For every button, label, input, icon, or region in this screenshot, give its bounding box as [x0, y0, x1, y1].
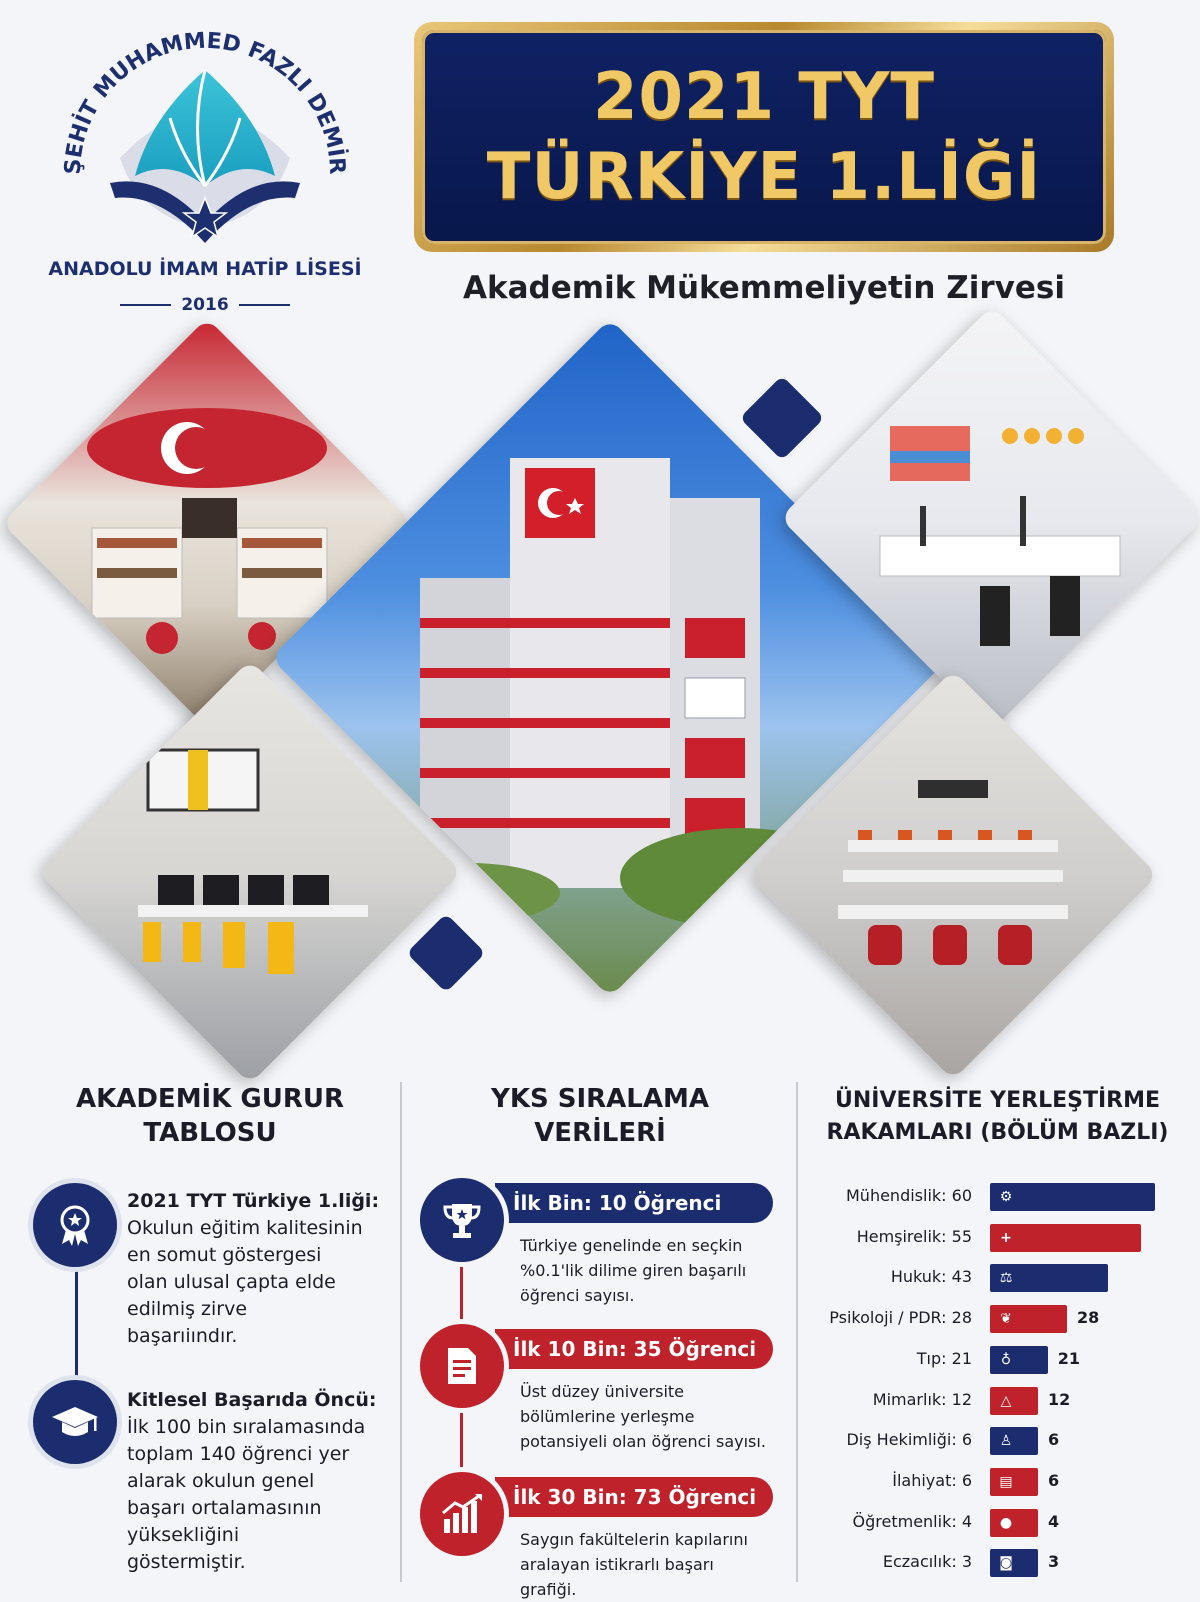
gurur-item-2 [127, 1387, 397, 1576]
gurur-item-2-line: toplam 140 öğrenci yer [127, 1443, 350, 1465]
gurur-title: AKADEMİK GURUR TABLOSU [75, 1084, 345, 1148]
bar-value-label: 6 [1048, 1470, 1060, 1490]
bar-category-label: Diş Hekimliği: 6 [846, 1430, 972, 1450]
gurur-item-2-line: başarı ortalamasının [127, 1497, 322, 1519]
bar-row [800, 1549, 1200, 1579]
bar-value-label: 3 [1048, 1552, 1060, 1572]
bar [990, 1549, 1038, 1577]
logo-arc-text: ŞEHİT MUHAMMED FAZLI DEMİR [60, 28, 350, 176]
yks-desc-1: Türkiye genelinde en seçkin %0.1'lik dilime giren başarılı öğrenci sayısı. [520, 1236, 747, 1305]
bar [990, 1224, 1141, 1252]
logo-year-row [120, 292, 290, 318]
bar-category-label: Mühendislik: 60 [846, 1186, 972, 1205]
gurur-item-2-heading: Kitlesel Başarıda Öncü: [127, 1389, 377, 1411]
bar-row [800, 1509, 1200, 1539]
gurur-item-1 [127, 1188, 397, 1350]
logo-year: 2016 [181, 295, 229, 315]
tagline: Akademik Mükemmeliyetin Zirvesi [463, 270, 1065, 306]
banner-title-line2: TÜRKİYE 1.LİĞİ [486, 140, 1042, 214]
column-divider-2 [796, 1082, 798, 1582]
bar [990, 1509, 1038, 1537]
bar-row [800, 1183, 1200, 1213]
document-icon [420, 1324, 504, 1408]
yks-pill-3: İlk 30 Bin: 73 Öğrenci [495, 1477, 773, 1517]
bar [990, 1427, 1038, 1455]
bar-row [800, 1468, 1200, 1498]
gurur-item-2-line: yüksekliğini [127, 1524, 240, 1546]
yks-pill-1: İlk Bin: 10 Öğrenci [495, 1183, 773, 1223]
growth-chart-icon [420, 1472, 504, 1556]
banner-title-line1: 2021 TYT [592, 60, 936, 134]
gurur-item-2-line: göstermiştir. [127, 1551, 246, 1573]
gurur-item-1-heading: 2021 TYT Türkiye 1.liği: [127, 1190, 380, 1212]
tooth-icon: ♙ [999, 1433, 1013, 1450]
bar-row [800, 1346, 1200, 1376]
bar-value-label: 4 [1048, 1511, 1060, 1531]
gurur-item-2-line: İlk 100 bin sıralamasında [127, 1416, 366, 1438]
award-ribbon-icon [33, 1183, 117, 1267]
compass-icon: △ [1000, 1392, 1012, 1409]
gurur-item-1-line: olan ulusal çapta elde [127, 1271, 336, 1293]
bar-value-label: 12 [1048, 1389, 1071, 1409]
gurur-item-2-line: alarak okulun genel [127, 1470, 315, 1492]
gavel-icon: ⚖ [999, 1270, 1013, 1287]
medical-cross-icon: + [1000, 1229, 1012, 1246]
uni-title: ÜNİVERSİTE YERLEŞTİRME RAKAMLARI (BÖLÜM BAZLI) [826, 1088, 1169, 1145]
bar-category-label: Eczacılık: 3 [882, 1552, 972, 1572]
bar-row [800, 1264, 1200, 1294]
bar-row [800, 1427, 1200, 1457]
title-banner [414, 22, 1114, 252]
bar [990, 1387, 1038, 1415]
gurur-item-1-line: başarıiındır. [127, 1325, 238, 1347]
brain-icon: ❦ [1000, 1311, 1012, 1328]
bar-category-label: Öğretmenlik: 4 [852, 1511, 972, 1531]
yks-desc-2: Üst düzey üniversite bölümlerine yerleşme potansiyeli olan öğrenci sayısı. [520, 1382, 766, 1451]
decor-square-bottom [406, 913, 485, 992]
graduation-cap-icon [33, 1380, 117, 1464]
yks-desc-3: Saygın fakültelerin kapılarını aralayan istikrarlı başarı grafiği. [520, 1530, 748, 1599]
bar [990, 1346, 1048, 1374]
logo-subtitle: ANADOLU İMAM HATİP LİSESİ [48, 258, 362, 280]
bar-value-label: 21 [1057, 1348, 1081, 1368]
gurur-item-1-line: edilmiş zirve [127, 1298, 248, 1320]
yks-title: YKS SIRALAMA VERİLERİ [491, 1084, 709, 1148]
gurur-item-1-line: en somut göstergesi [127, 1244, 322, 1266]
bar-value-label: 6 [1048, 1430, 1060, 1450]
medicine-icon: ◙ [999, 1555, 1013, 1572]
column-divider-1 [400, 1082, 402, 1582]
trophy-icon [420, 1178, 504, 1262]
book-icon: ▤ [999, 1473, 1013, 1490]
bar-category-label: Hukuk: 43 [890, 1267, 972, 1287]
bar-category-label: Hemşirelik: 55 [856, 1226, 972, 1246]
bar [990, 1264, 1108, 1292]
bar [990, 1183, 1155, 1211]
bar [990, 1305, 1067, 1333]
bar-category-label: İlahiyat: 6 [892, 1470, 972, 1490]
bar-row [800, 1305, 1200, 1335]
apple-icon: ● [999, 1514, 1013, 1531]
stethoscope-icon: ♁ [1000, 1351, 1012, 1368]
bar-row [800, 1387, 1200, 1417]
bar-category-label: Psikoloji / PDR: 28 [829, 1308, 972, 1328]
decor-square-top [740, 376, 825, 461]
bar-value-label: 28 [1077, 1308, 1100, 1328]
bar-category-label: Mimarlık: 12 [872, 1389, 972, 1409]
bar-row [800, 1224, 1200, 1254]
yks-pill-2: İlk 10 Bin: 35 Öğrenci [495, 1329, 773, 1369]
bar [990, 1468, 1038, 1496]
bar-category-label: Tıp: 21 [916, 1348, 972, 1368]
gear-icon: ⚙ [999, 1189, 1013, 1205]
gurur-item-1-line: Okulun eğitim kalitesinin [127, 1217, 363, 1239]
